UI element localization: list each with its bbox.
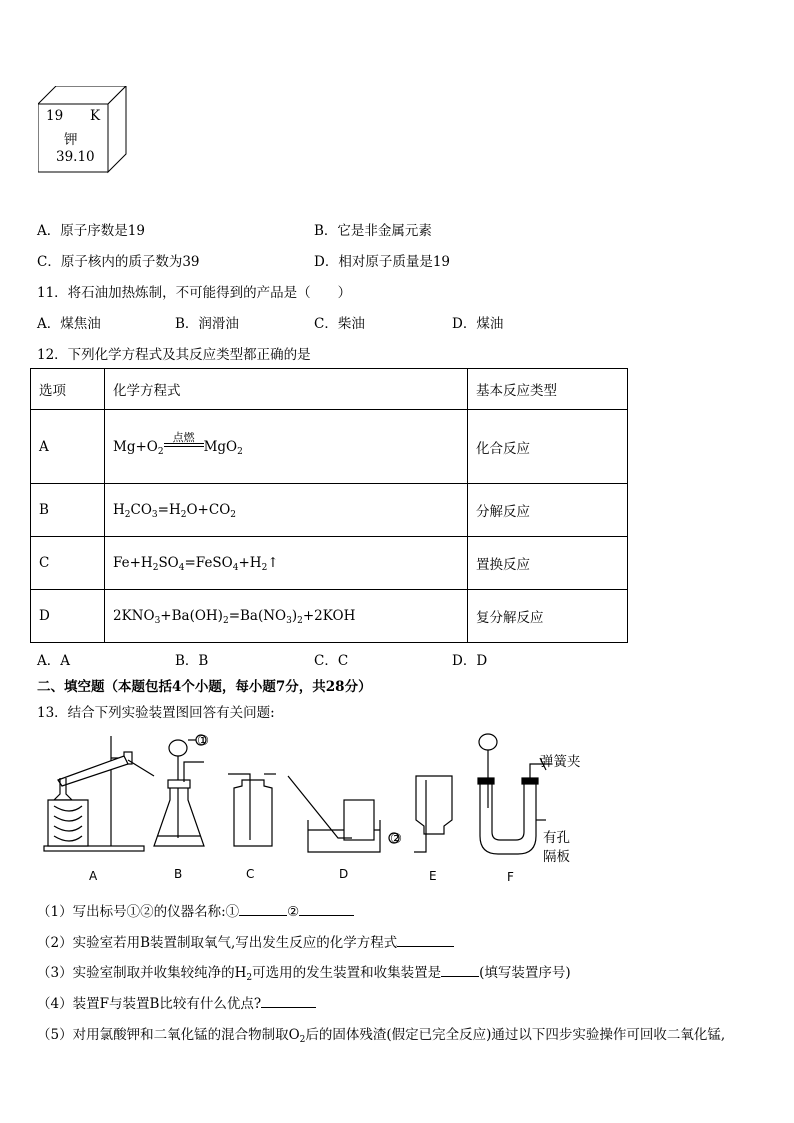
label-porous-plate-1: 有孔 [543, 830, 570, 846]
apparatus-label-c: C [246, 867, 255, 881]
element-name: 钾 [64, 132, 78, 148]
table-row [31, 537, 628, 590]
reaction-table [30, 368, 628, 643]
header-option: 选项 [31, 369, 105, 410]
reaction-condition: 点燃 [172, 430, 195, 444]
row-option: A [31, 410, 105, 484]
q11-stem: 11．将石油加热炼制，不可能得到的产品是（ ） [37, 285, 352, 301]
q11-option-a: A．煤焦油 [37, 316, 101, 332]
row-option: D [31, 590, 105, 643]
q11-option-b: B．润滑油 [175, 316, 239, 332]
table-row [31, 590, 628, 643]
table-header-row [31, 369, 628, 410]
q13-stem: 13．结合下列实验装置图回答有关问题: [37, 705, 275, 721]
label-spring-clip: 弹簧夹 [540, 754, 581, 770]
apparatus-label-d: D [339, 867, 349, 881]
q12-option-a: A．A [37, 653, 70, 669]
q11-option-d: D．煤油 [452, 316, 504, 332]
apparatus-d-trough [288, 776, 399, 852]
apparatus-label-a: A [89, 869, 98, 883]
equation-a: $Mg+O_2$ 点燃 MgO$_2$ [105, 410, 468, 484]
apparatus-c-bottle [228, 774, 276, 846]
table-row [31, 484, 628, 537]
equation-d: $2KNO_3+Ba(OH)_2=Ba(NO_3)_2+2KOH$ [105, 590, 468, 643]
q13-part4: （4）装置F与装置B比较有什么优点? [37, 992, 316, 1012]
element-number: 19 [46, 108, 64, 124]
row-type: 化合反应 [468, 410, 628, 484]
row-type: 置换反应 [468, 537, 628, 590]
apparatus-label-e: E [429, 869, 437, 883]
equation-b: $H_2CO_3=H_2O+CO_2$ [105, 484, 468, 537]
element-symbol: K [90, 108, 101, 124]
q13-part2: （2）实验室若用B装置制取氧气,写出发生反应的化学方程式 [37, 931, 454, 951]
q10-option-d: D．相对原子质量是19 [314, 254, 451, 270]
q13-part3: （3）实验室制取并收集较纯净的$H_2$可选用的发生装置和收集装置是 (填写装置序号) [37, 965, 571, 983]
q12-option-b: B．B [175, 653, 209, 669]
apparatus-b-flask [154, 735, 206, 846]
apparatus-a-stand [44, 736, 154, 851]
q12-stem: 12．下列化学方程式及其反应类型都正确的是 [37, 347, 311, 363]
row-type: 复分解反应 [468, 590, 628, 643]
header-equation: 化学方程式 [105, 369, 468, 410]
label-porous-plate-2: 隔板 [543, 849, 570, 865]
table-row [31, 410, 628, 484]
q11-option-c: C．柴油 [314, 316, 365, 332]
q12-option-c: C．C [314, 653, 349, 669]
apparatus-label-b: B [174, 867, 183, 881]
apparatus-e-bottle [414, 776, 452, 852]
equation-c: $Fe+H_2SO_4=FeSO_4+H_2↑$ [105, 537, 468, 590]
q10-option-c: C．原子核内的质子数为39 [37, 254, 200, 270]
q10-option-b: B．它是非金属元素 [314, 223, 432, 239]
q13-part5: （5）对用氯酸钾和二氧化锰的混合物制取$O_2$后的固体残渣(假定已完全反应)通过以下四步实验操作可回收二氧化锰, [37, 1027, 726, 1045]
q10-option-a: A．原子序数是19 [37, 223, 145, 239]
apparatus-diagram [36, 728, 596, 858]
q13-part1: （1）写出标号①②的仪器名称:① ② [37, 900, 354, 920]
row-option: C [31, 537, 105, 590]
section-heading: 二、填空题（本题包括4个小题，每小题7分，共28分） [37, 679, 372, 695]
element-mass: 39.10 [56, 149, 95, 165]
header-type: 基本反应类型 [468, 369, 628, 410]
label-circle-2: ② [390, 831, 403, 847]
apparatus-label-f: F [507, 870, 514, 884]
q12-option-d: D．D [452, 653, 488, 669]
row-option: B [31, 484, 105, 537]
label-circle-1: ① [197, 733, 210, 749]
row-type: 分解反应 [468, 484, 628, 537]
